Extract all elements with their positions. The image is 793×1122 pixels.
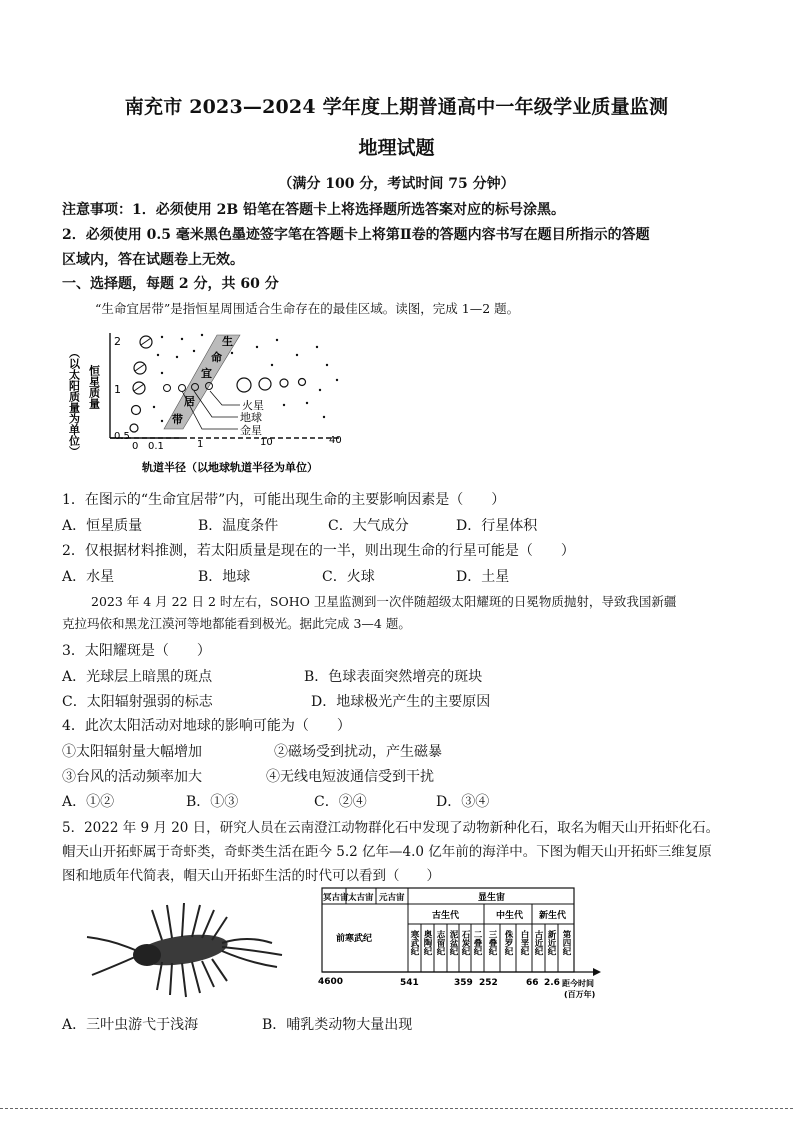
q1-option-b[interactable]: B．温度条件 (198, 518, 279, 534)
mars-label: 火星 (242, 399, 264, 412)
page-bottom-rule (0, 1108, 793, 1109)
score-info: （满分 100 分，考试时间 75 分钟） (278, 176, 515, 192)
q3-option-d[interactable]: D．地球极光产生的主要原因 (311, 694, 491, 710)
time-label: 541 (400, 978, 419, 988)
passage2-line1: 2023 年 4 月 22 日 2 时左右，SOHO 卫星监测到一次伴随超级太阳耀斑的日冕物质抛射，导致我国新疆 (91, 594, 677, 609)
q2-option-b[interactable]: B．地球 (198, 569, 251, 585)
q5-line3: 图和地质年代简表，帽天山开拓虾生活的时代可以看到（ ） (62, 868, 440, 884)
q2-option-d[interactable]: D．土星 (456, 569, 510, 585)
section-heading: 一、选择题，每题 2 分，共 60 分 (62, 276, 279, 292)
shrimp-illustration (72, 895, 292, 1005)
q1-option-d[interactable]: D．行星体积 (456, 518, 538, 534)
planet-marker (299, 379, 306, 386)
y-label: （以太阳质量为单位） (67, 347, 81, 457)
period-label: 寒武纪 (409, 930, 419, 956)
period-label: 新近纪 (546, 930, 556, 956)
period-label: 志留纪 (435, 930, 445, 956)
q3-option-b[interactable]: B．色球表面突然增亮的斑块 (304, 669, 483, 685)
axis-label: 距今时间 (562, 979, 594, 988)
q5-line1: 5．2022 年 9 月 20 日，研究人员在云南澄江动物群化石中发现了动物新种化石，取名为帽天山开拓虾化石。 (62, 820, 720, 836)
geologic-time-table (318, 886, 618, 1008)
planet-marker (179, 385, 186, 392)
exam-subtitle: 地理试题 (358, 137, 435, 159)
era-label: 新生代 (539, 911, 567, 921)
period-label: 第四纪 (561, 930, 571, 956)
q1-stem: 1．在图示的“生命宜居带”内，可能出现生命的主要影响因素是（ ） (62, 492, 506, 508)
period-label: 侏罗纪 (503, 930, 513, 956)
section-intro: “生命宜居带”是指恒星周围适合生命存在的最佳区域。读图，完成 1—2 题。 (95, 301, 520, 316)
precambrian-label: 前寒武纪 (336, 934, 373, 944)
q4-stem: 4．此次太阳活动对地球的影响可能为（ ） (62, 718, 351, 734)
period-label: 古近纪 (533, 930, 543, 956)
q4-item-4: ④无线电短波通信受到干扰 (266, 769, 434, 785)
earth-label: 地球 (240, 411, 262, 424)
x-tick: 0 (132, 441, 139, 452)
star-marker (130, 424, 138, 432)
eon-label: 元古宙 (379, 893, 405, 903)
venus-label: 金星 (240, 424, 262, 437)
period-label: 奥陶纪 (422, 930, 432, 956)
planet-marker (280, 379, 288, 387)
x-tick: 1 (197, 439, 204, 450)
exam-title: 南充市 2023—2024 学年度上期普通高中一年级学业质量监测 (124, 96, 669, 118)
passage2-line2: 克拉玛依和黑龙江漠河等地都能看到极光。据此完成 3—4 题。 (62, 616, 411, 631)
q3-option-a[interactable]: A．光球层上暗黑的斑点 (62, 669, 213, 685)
y-tick: 2 (114, 335, 121, 348)
q3-option-c[interactable]: C．太阳辐射强弱的标志 (62, 694, 213, 710)
notes-line2a: 2．必须使用 0.5 毫米黑色墨迹签字笔在答题卡上将第Ⅱ卷的答题内容书写在题目所指示的答题 (62, 227, 650, 243)
q1-option-c[interactable]: C．大气成分 (328, 518, 409, 534)
period-label: 泥盆纪 (448, 930, 458, 956)
time-label: 359 (454, 978, 473, 988)
x-tick: 0.1 (148, 441, 164, 452)
band-char: 宜 (201, 367, 212, 380)
q5-line2: 帽天山开拓虾属于奇虾类，奇虾类生活在距今 5.2 亿年—4.0 亿年前的海洋中。下图为帽天山开拓虾三维复原 (62, 844, 712, 860)
q5-option-a[interactable]: A．三叶虫游弋于浅海 (62, 1017, 199, 1033)
q4-option-d[interactable]: D．③④ (436, 794, 490, 810)
band-char: 生 (222, 335, 233, 348)
time-label: 2.6 (544, 978, 560, 988)
q2-option-a[interactable]: A．水星 (62, 569, 115, 585)
period-label: 三叠纪 (487, 930, 497, 956)
period-label: 石炭纪 (460, 930, 470, 956)
q4-item-1: ①太阳辐射量大幅增加 (62, 744, 202, 760)
notes-line1: 注意事项：1．必须使用 2B 铅笔在答题卡上将选择题所选答案对应的标号涂黑。 (62, 202, 566, 218)
q4-option-c[interactable]: C．②④ (314, 794, 367, 810)
planet-marker (164, 385, 171, 392)
notes-line2b: 区域内，答在试题卷上无效。 (62, 252, 244, 268)
x-label: 轨道半径（以地球轨道半径为单位） (142, 461, 318, 474)
y-tick: 0.5 (114, 431, 130, 442)
time-label: 66 (526, 978, 539, 988)
q4-item-2: ②磁场受到扰动，产生磁暴 (274, 744, 442, 760)
period-label: 二叠纪 (472, 930, 482, 956)
q3-stem: 3．太阳耀斑是（ ） (62, 643, 211, 659)
era-label: 中生代 (496, 911, 524, 921)
eon-label: 显生宙 (478, 893, 506, 903)
star-marker (132, 406, 141, 415)
axis-unit: (百万年) (564, 990, 596, 999)
y-label2: 恒星质量 (87, 365, 101, 409)
y-tick: 1 (114, 383, 121, 396)
q4-item-3: ③台风的活动频率加大 (62, 769, 202, 785)
planet-marker (259, 378, 271, 390)
period-label: 白垩纪 (519, 930, 529, 956)
band-char: 带 (172, 413, 183, 426)
eon-label: 太古宙 (348, 893, 374, 903)
eon-label: 冥古宙 (323, 893, 349, 903)
time-label: 252 (479, 978, 498, 988)
q2-option-c[interactable]: C．火球 (322, 569, 375, 585)
planet-marker (237, 378, 251, 392)
time-label: 4600 (318, 977, 344, 987)
q4-option-a[interactable]: A．①② (62, 794, 115, 810)
q5-option-b[interactable]: B．哺乳类动物大量出现 (262, 1017, 413, 1033)
x-tick: 40 (329, 435, 342, 446)
q4-option-b[interactable]: B．①③ (186, 794, 239, 810)
q1-option-a[interactable]: A．恒星质量 (62, 518, 143, 534)
band-char: 居 (184, 395, 195, 408)
q2-stem: 2．仅根据材料推测，若太阳质量是现在的一半，则出现生命的行星可能是（ ） (62, 543, 575, 559)
band-char: 命 (211, 351, 222, 364)
x-tick: 10 (260, 437, 273, 448)
era-label: 古生代 (432, 911, 460, 921)
habitable-zone-figure (62, 325, 362, 475)
